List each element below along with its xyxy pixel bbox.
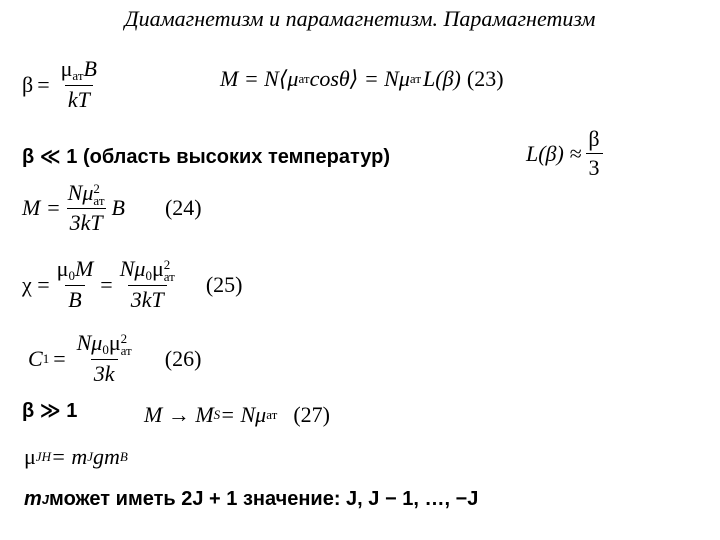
subscript-at: ат: [266, 407, 278, 422]
magnetization-symbol: M: [74, 256, 94, 281]
field-symbol: B: [83, 56, 97, 81]
formula-23-tail: L(β): [423, 66, 461, 91]
equation-number-23: (23): [466, 66, 504, 91]
denominator: 3: [586, 153, 603, 181]
equation-number-24: (24): [164, 194, 202, 220]
susceptibility-lhs: χ =: [22, 271, 50, 297]
subscript-zero: 0: [68, 268, 75, 283]
equals-sign: =: [100, 271, 113, 297]
equation-number-27: (27): [293, 402, 330, 427]
numerator: β: [588, 126, 600, 151]
approx-lhs: L(β) ≈: [526, 140, 582, 166]
page-title: Диамагнетизм и парамагнетизм. Парамагнетизм: [124, 6, 596, 31]
formula-27-lhs: M → M: [144, 402, 214, 427]
formula-23-lhs: M = N⟨μ: [220, 66, 299, 91]
formula-25: [22, 256, 243, 313]
field-symbol: B: [111, 194, 125, 220]
equals-sign: =: [37, 71, 50, 97]
fraction: [585, 126, 602, 181]
equals-sign: =: [53, 345, 66, 371]
high-temperature-condition: [22, 144, 390, 169]
superscript: 2: [93, 180, 100, 196]
formula-23-mid: cosθ⟩ = Nμ: [309, 66, 410, 91]
subscript-at: ат: [72, 68, 84, 83]
subscript-s: S: [213, 407, 221, 422]
langevin-approximation: [526, 126, 607, 181]
superscript: 2: [120, 330, 128, 346]
formula-beta-definition: [22, 56, 104, 113]
subscript-at: ат: [409, 71, 422, 86]
numerator: Nμ: [67, 180, 94, 205]
formula-27: [144, 402, 330, 428]
subscript-index: 1: [42, 350, 50, 366]
mu-symbol: μ: [151, 256, 164, 281]
fraction: [54, 256, 97, 313]
mu-symbol: μ: [60, 56, 73, 81]
subscript-at: ат: [298, 71, 310, 86]
condition-text: β ≪ 1 (область высоких температур): [22, 146, 390, 168]
formula-rhs: = m: [50, 444, 88, 469]
subscript-at: ат: [120, 342, 132, 358]
formula-24-lhs: M =: [22, 194, 61, 220]
subscript-zero: 0: [145, 268, 152, 283]
m-symbol: m: [24, 488, 42, 510]
mj-values-statement: [24, 488, 478, 511]
subscript-jh: JH: [35, 449, 51, 464]
subscript-at: ат: [93, 192, 105, 208]
curie-constant-symbol: C: [28, 345, 43, 371]
fraction: [58, 56, 100, 113]
formula-26: [28, 330, 201, 387]
fraction: [74, 330, 135, 387]
superscript: 2: [163, 256, 171, 272]
numerator: Nμ: [119, 256, 146, 281]
formula-23: [220, 66, 504, 92]
mu-symbol: μ: [56, 256, 69, 281]
subscript-zero: 0: [102, 342, 109, 357]
formula-moment-jh: [24, 444, 128, 470]
fraction: [65, 180, 108, 236]
mu-symbol: μ: [108, 330, 121, 355]
denominator: kT: [65, 85, 93, 113]
fraction: [117, 256, 178, 313]
condition-text: β ≫ 1: [22, 400, 78, 422]
denominator: 3kT: [128, 285, 167, 313]
denominator: 3kT: [67, 208, 106, 236]
equation-number-26: (26): [164, 345, 202, 371]
statement-text: может иметь 2J + 1 значение: J, J − 1, …, −J: [49, 488, 479, 510]
subscript-j: J: [87, 449, 93, 464]
beta-symbol: β: [22, 71, 34, 97]
subscript-at: ат: [163, 268, 175, 284]
denominator: 3k: [91, 359, 118, 387]
numerator: Nμ: [76, 330, 103, 355]
subscript-j: J: [41, 492, 50, 507]
formula-24: [22, 180, 202, 236]
equation-number-25: (25): [205, 271, 243, 297]
formula-rest: gm: [92, 444, 120, 469]
low-temperature-condition: [22, 398, 77, 423]
mu-symbol: μ: [24, 444, 36, 469]
formula-27-rhs: = Nμ: [220, 402, 267, 427]
subscript-b: B: [119, 449, 128, 464]
denominator: B: [65, 285, 84, 313]
